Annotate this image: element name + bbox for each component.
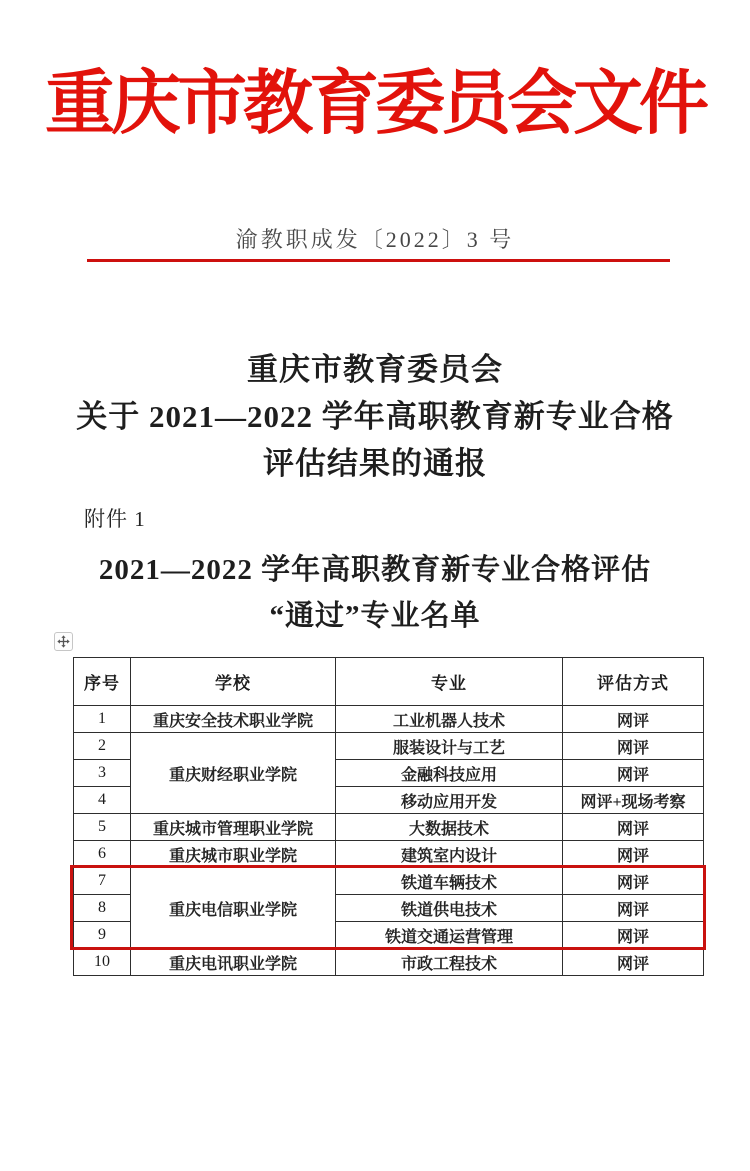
cell-major: 工业机器人技术: [336, 706, 563, 733]
cell-method: 网评+现场考察: [563, 787, 704, 814]
cell-method: 网评: [563, 895, 704, 922]
cell-no: 2: [74, 733, 131, 760]
cell-method: 网评: [563, 841, 704, 868]
table-row: [74, 949, 704, 976]
cell-major: 铁道交通运营管理: [336, 922, 563, 949]
cell-method: 网评: [563, 814, 704, 841]
table-move-handle[interactable]: [54, 632, 73, 651]
table-row: [74, 814, 704, 841]
cell-major: 金融科技应用: [336, 760, 563, 787]
cell-major: 服装设计与工艺: [336, 733, 563, 760]
cell-method: 网评: [563, 706, 704, 733]
cell-major: 铁道供电技术: [336, 895, 563, 922]
cell-no: 3: [74, 760, 131, 787]
cell-no: 1: [74, 706, 131, 733]
column-header-school: 学校: [131, 658, 336, 706]
document-number: 渝教职成发〔2022〕3 号: [235, 227, 515, 252]
column-header-method: 评估方式: [563, 658, 704, 706]
red-separator-line: [87, 259, 670, 262]
cell-method: 网评: [563, 949, 704, 976]
main-title-line-1: 重庆市教育委员会: [247, 352, 503, 387]
table-row: [74, 706, 704, 733]
subtitle-line-2: “通过”专业名单: [269, 600, 481, 632]
cell-no: 4: [74, 787, 131, 814]
cell-no: 6: [74, 841, 131, 868]
cell-school: 重庆安全技术职业学院: [131, 706, 336, 733]
column-header-major: 专业: [336, 658, 563, 706]
cell-school-merged: 重庆电信职业学院: [131, 868, 336, 949]
cell-no: 9: [74, 922, 131, 949]
table-row: [74, 841, 704, 868]
cell-school: 重庆电讯职业学院: [131, 949, 336, 976]
cell-school-merged: 重庆财经职业学院: [131, 733, 336, 814]
cell-no: 8: [74, 895, 131, 922]
document-header-banner: 重庆市教育委员会文件: [45, 66, 705, 143]
cell-school: 重庆城市管理职业学院: [131, 814, 336, 841]
cell-major: 建筑室内设计: [336, 841, 563, 868]
subtitle-line-1: 2021—2022 学年高职教育新专业合格评估: [98, 554, 652, 586]
cell-no: 5: [74, 814, 131, 841]
cell-method: 网评: [563, 760, 704, 787]
main-title-line-3: 评估结果的通报: [263, 446, 487, 481]
move-icon: [57, 635, 70, 648]
cell-no: 7: [74, 868, 131, 895]
column-header-no: 序号: [74, 658, 131, 706]
main-title: [0, 346, 750, 487]
cell-major: 铁道车辆技术: [336, 868, 563, 895]
cell-major: 大数据技术: [336, 814, 563, 841]
table-header-row: [74, 658, 704, 706]
cell-major: 市政工程技术: [336, 949, 563, 976]
main-title-line-2: 关于 2021—2022 学年高职教育新专业合格: [76, 399, 674, 434]
cell-method: 网评: [563, 922, 704, 949]
cell-school: 重庆城市职业学院: [131, 841, 336, 868]
cell-no: 10: [74, 949, 131, 976]
attachment-label: 附件 1: [84, 507, 146, 531]
table-row: [74, 733, 704, 760]
table-row-highlighted: [74, 868, 704, 895]
cell-method: 网评: [563, 733, 704, 760]
cell-method: 网评: [563, 868, 704, 895]
cell-major: 移动应用开发: [336, 787, 563, 814]
attachment-subtitle: [0, 547, 750, 639]
evaluation-table: [73, 657, 704, 976]
